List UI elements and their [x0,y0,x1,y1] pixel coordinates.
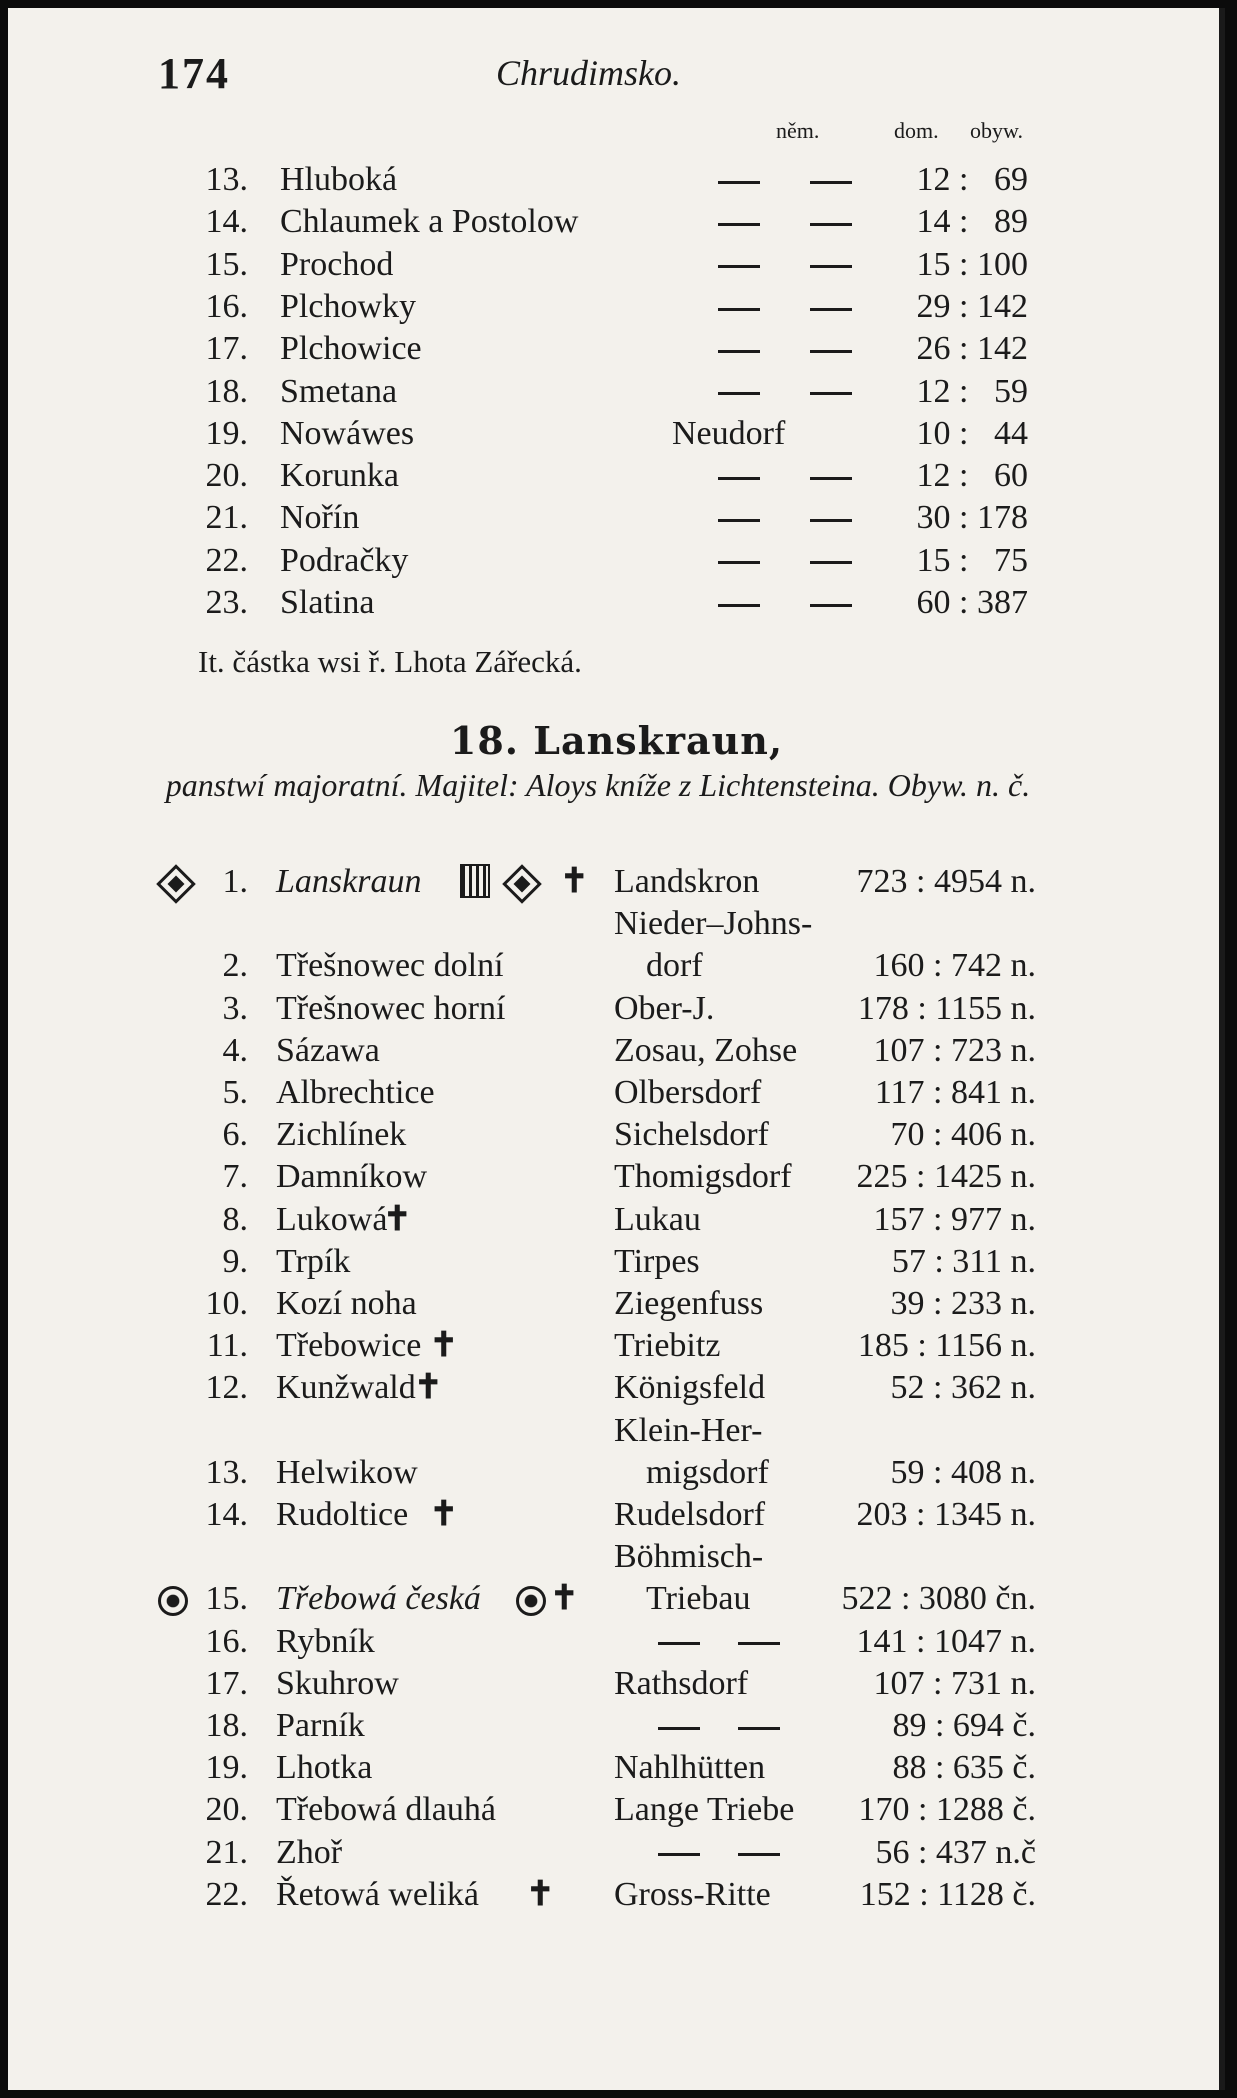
population-value: 57 : 311 n. [891,1242,1036,1280]
dash-line [810,392,852,395]
village-name: Lanskraun [276,863,422,900]
population-value: 141 : 1047 n. [856,1622,1036,1660]
church-cross-icon: ✝ [414,1369,443,1407]
population-value: 88 : 635 č. [892,1749,1036,1787]
dash-line [718,477,760,480]
row-number: 8. [222,1200,248,1238]
row-number: 20. [205,457,248,495]
dash-mark [718,541,760,581]
dash-line [718,181,760,184]
dash-line [810,265,852,268]
german-name: Ober-J. [614,989,715,1027]
row-number: 21. [205,1833,248,1871]
village-name: Albrechtice [276,1074,435,1111]
table-row [158,1833,1038,1873]
dash-mark [810,287,852,327]
population-value: 12 : 69 [916,161,1028,198]
population-value: 10 : 44 [916,414,1028,452]
population-value: 26 : 142 [916,330,1028,368]
dash-line [738,1853,780,1856]
dash-line [738,1727,780,1730]
village-name: Smetana [280,372,398,410]
dash-mark [718,287,760,327]
dash-mark [810,583,852,623]
row-number: 14. [205,203,248,241]
table-row [198,160,1048,200]
dash-mark [718,498,760,538]
population-value: 170 : 1288 č. [858,1791,1036,1829]
german-name: Ziegenfuss [614,1285,764,1322]
table-row [158,1115,1038,1155]
german-name: Böhmisch- [614,1538,764,1576]
village-name: Hluboká [280,161,398,198]
row-number: 12. [205,1369,248,1407]
village-name: Korunka [280,457,399,495]
german-name: Rathsdorf [614,1664,749,1702]
row-number: 14. [205,1496,248,1533]
population-value: 107 : 731 n. [873,1664,1036,1702]
dash-mark [718,329,760,369]
row-number: 1. [222,863,248,900]
church-cross-icon: ✝ [429,1496,458,1533]
village-name: Sázawa [276,1031,380,1069]
german-name: Klein-Her- [614,1411,763,1449]
dash-mark [658,1622,700,1662]
table-row [158,1073,1038,1113]
row-number: 13. [205,161,248,198]
population-value: 39 : 233 n. [890,1285,1036,1322]
german-name: Landskron [614,863,760,900]
row-number: 19. [205,1749,248,1787]
village-name: Třebowice [276,1327,422,1365]
german-name: Lukau [614,1200,701,1238]
section-description: panstwí majoratní. Majitel: Aloys kníže z Lichtensteina. Obyw. n. č. [165,767,1031,803]
dash-line [718,519,760,522]
diamond-icon [156,864,196,904]
village-name: Slatina [280,584,375,621]
population-value: 12 : 59 [916,372,1028,410]
dash-line [810,181,852,184]
village-name: Třešnowec horní [276,989,506,1027]
table-row [198,329,1048,369]
dash-line [810,604,852,607]
population-value: 522 : 3080 čn. [841,1580,1036,1618]
row-number: 3. [222,989,248,1027]
dash-mark [658,1833,700,1873]
village-name: Třebowá česká [276,1580,481,1618]
row-number: 2. [222,947,248,985]
book-page [8,8,1225,2090]
castle-icon [460,864,490,898]
german-name: Gross-Ritte [614,1875,771,1913]
german-name: Sichelsdorf [614,1116,769,1154]
table-row [158,1200,1038,1240]
table-row [198,287,1048,327]
village-name: Skuhrow [276,1664,399,1702]
continuation-row [158,904,1038,944]
row-number: 7. [222,1158,248,1196]
village-name: Lukowá [276,1200,388,1238]
dash-mark [810,329,852,369]
german-name: Königsfeld [614,1369,766,1407]
table-row [158,1242,1038,1282]
table-row [158,1495,1038,1535]
row-number: 15. [205,1580,248,1618]
church-cross-icon: ✝ [550,1580,579,1618]
dash-line [718,223,760,226]
church-cross-icon: ✝ [560,863,589,900]
table-row [158,1453,1038,1493]
population-value: 29 : 142 [916,287,1028,325]
german-name: Olbersdorf [614,1074,762,1111]
dash-mark [738,1706,780,1746]
population-value: 52 : 362 n. [890,1369,1036,1407]
dash-line [810,519,852,522]
population-value: 157 : 977 n. [873,1200,1036,1238]
table-row [158,1031,1038,1071]
german-name: Thomigsdorf [614,1158,792,1196]
dash-mark [718,583,760,623]
church-cross-icon: ✝ [383,1200,412,1238]
col-head-nem: něm. [776,118,820,143]
dash-mark [718,245,760,285]
continuation-row [158,1537,1038,1577]
col-head-dom: dom. [894,118,939,143]
dash-line [718,604,760,607]
village-name: Lhotka [276,1749,373,1787]
table-row [158,1664,1038,1704]
population-value: 107 : 723 n. [873,1031,1036,1069]
table-row [158,1790,1038,1830]
dash-mark [658,1706,700,1746]
population-value: 152 : 1128 č. [859,1875,1036,1913]
dash-line [658,1853,700,1856]
church-cross-icon: ✝ [429,1327,458,1365]
table-row [198,541,1048,581]
population-value: 70 : 406 n. [890,1116,1036,1154]
dash-line [658,1727,700,1730]
village-name: Kunžwald [276,1369,416,1407]
german-name: Zosau, Zohse [614,1031,798,1069]
row-number: 11. [206,1327,248,1365]
row-number: 22. [205,541,248,579]
population-value: 89 : 694 č. [892,1707,1036,1744]
village-name: Damníkow [276,1158,428,1196]
village-name: Prochod [280,245,394,283]
german-name: migsdorf [646,1453,769,1491]
german-name: Lange Triebe [614,1791,795,1829]
running-title: Chrudimsko. [496,53,682,93]
german-name: dorf [646,947,703,985]
dash-mark [810,541,852,581]
church-cross-icon: ✝ [526,1875,555,1913]
population-value: 203 : 1345 n. [856,1496,1036,1533]
row-number: 5. [222,1074,248,1111]
german-name: Triebau [646,1580,751,1618]
row-number: 9. [222,1242,248,1280]
table-row [158,1579,1038,1619]
table-row [198,414,1048,454]
population-value: 178 : 1155 n. [857,989,1036,1027]
german-name: Neudorf [672,414,786,452]
dash-mark [738,1833,780,1873]
population-value: 14 : 89 [916,203,1028,241]
population-value: 117 : 841 n. [874,1074,1036,1111]
table-row [158,1326,1038,1366]
population-value: 15 : 100 [916,245,1028,283]
table-row [158,1157,1038,1197]
continuation-row [158,1411,1038,1451]
population-value: 12 : 60 [916,457,1028,495]
row-number: 17. [205,1664,248,1702]
dash-mark [810,372,852,412]
table-row [158,1706,1038,1746]
population-value: 185 : 1156 n. [857,1327,1036,1365]
dash-mark [810,456,852,496]
village-name: Řetowá weliká [276,1875,479,1913]
page-number: 174 [158,49,230,98]
dash-line [718,561,760,564]
table-row [158,1284,1038,1324]
dash-line [718,308,760,311]
village-name: Nořín [280,499,360,537]
german-name: Triebitz [614,1327,721,1365]
dash-line [810,477,852,480]
row-number: 17. [205,330,248,368]
table-row [158,1368,1038,1408]
diamond-icon [502,864,542,904]
population-value: 15 : 75 [916,541,1028,579]
dash-mark [810,202,852,242]
village-name: Plchowice [280,330,422,368]
population-value: 30 : 178 [916,499,1028,537]
seal-icon [516,1586,546,1616]
table-row [158,989,1038,1029]
section-title: 18. Lanskraun, [449,718,784,763]
village-name: Třešnowec dolní [276,947,504,985]
row-number: 22. [205,1875,248,1913]
row-number: 16. [205,287,248,325]
table-row [198,372,1048,412]
dash-line [738,1642,780,1645]
german-name: Nahlhütten [614,1749,766,1787]
village-name: Podračky [280,541,409,579]
village-name: Trpík [276,1242,351,1280]
dash-mark [718,456,760,496]
table-row [198,498,1048,538]
note-text: It. částka wsi ř. Lhota Zářecká. [198,644,582,679]
village-name: Kozí noha [276,1285,417,1322]
table-row [158,862,1038,902]
dash-mark [738,1622,780,1662]
row-number: 18. [205,372,248,410]
col-head-obyw: obyw. [970,118,1023,143]
seal-icon [158,1586,188,1616]
dash-line [718,265,760,268]
village-name: Rudoltice [276,1496,409,1533]
dash-line [658,1642,700,1645]
dash-mark [718,202,760,242]
row-number: 20. [205,1791,248,1829]
row-number: 23. [205,584,248,621]
row-number: 13. [205,1453,248,1491]
row-number: 6. [222,1116,248,1154]
row-number: 4. [222,1031,248,1069]
row-number: 18. [205,1707,248,1744]
table-row [198,202,1048,242]
population-value: 56 : 437 n.č [875,1833,1036,1871]
table-row [198,245,1048,285]
village-name: Plchowky [280,287,416,325]
row-number: 10. [205,1285,248,1322]
table-row [198,456,1048,496]
village-name: Nowáwes [280,414,415,452]
dash-mark [810,160,852,200]
village-name: Chlaumek a Postolow [280,203,579,241]
table-row [158,1622,1038,1662]
row-number: 21. [205,499,248,537]
table-row [158,1748,1038,1788]
dash-line [810,308,852,311]
population-value: 59 : 408 n. [890,1453,1036,1491]
dash-mark [810,245,852,285]
dash-line [810,561,852,564]
dash-line [718,350,760,353]
dash-mark [718,372,760,412]
population-value: 160 : 742 n. [873,947,1036,985]
village-name: Helwikow [276,1453,418,1491]
german-name: Nieder–Johns- [614,905,813,943]
table-row [198,583,1048,623]
population-value: 60 : 387 [916,584,1028,621]
german-name: Tirpes [614,1242,700,1280]
dash-line [718,392,760,395]
village-name: Zhoř [276,1833,343,1871]
village-name: Třebowá dlauhá [276,1791,496,1829]
population-value: 225 : 1425 n. [856,1158,1036,1196]
row-number: 19. [205,414,248,452]
german-name: Rudelsdorf [614,1496,766,1533]
village-name: Parník [276,1707,365,1744]
village-name: Zichlínek [276,1116,407,1154]
dash-line [810,223,852,226]
dash-mark [810,498,852,538]
village-name: Rybník [276,1622,375,1660]
table-row [158,946,1038,986]
table-row [158,1875,1038,1915]
dash-line [810,350,852,353]
dash-mark [718,160,760,200]
row-number: 16. [205,1622,248,1660]
population-value: 723 : 4954 n. [856,863,1036,900]
row-number: 15. [205,245,248,283]
